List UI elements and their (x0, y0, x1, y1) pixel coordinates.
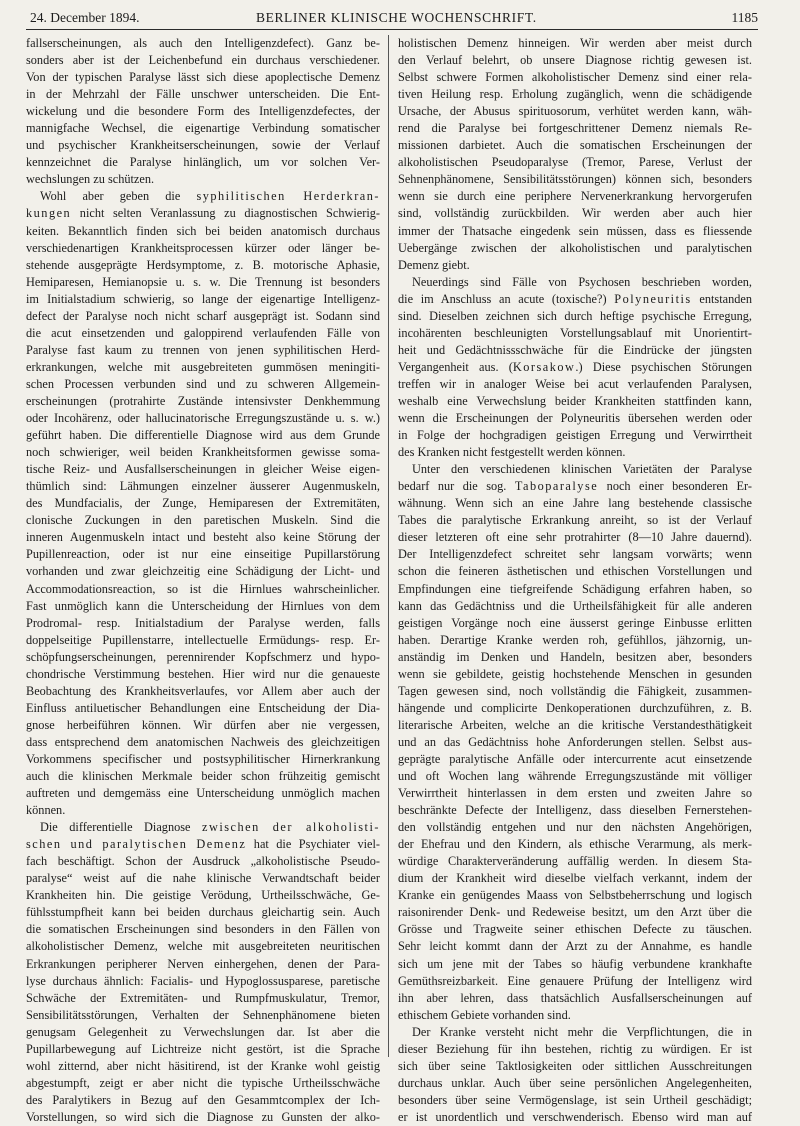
spaced-emphasis-text: Polyneuritis (614, 291, 692, 306)
text-line: alkoholistischer Demenz, welche mit ausgebreiteten neuritischen (26, 939, 380, 954)
text-line: keiten. Bekanntlich finden sich bei beiden anatomisch durchaus (26, 223, 380, 238)
text-line: stehende ausgeprägte Herdsymptome, z. B. motorische Aphasie, (26, 257, 380, 272)
text-line: Demenz giebt. (398, 257, 470, 272)
text-line: wähnung. Wenn sich an eine Jahre lang bestehende classische (398, 496, 752, 511)
text-line: paralyse“ weist auf die nahe klinische Verwandtschaft beider (26, 871, 380, 886)
text-line: Der Kranke versteht nicht mehr die Verpflichtungen, die in (412, 1024, 752, 1039)
text-line: Uebergänge zwischen der alkoholistischen und paralytischen (398, 240, 752, 255)
text-line: auftreten und demgemäss eine Unterscheidung unmöglich machen (26, 786, 380, 801)
text-line: ethischem Gebiete vorhanden sind. (398, 1007, 571, 1022)
text-line: Erkrankungen peripherer Nerven einhergehen, denen der Para- (26, 956, 380, 971)
text-line (398, 359, 752, 376)
text-line: mannigfache Wechsel, die eigenartige Verbindung somatischer (26, 121, 380, 136)
text-line: im Initialstadium schwierig, so lange der eigenartige Intelligenz- (26, 291, 380, 306)
text-line: treffen wir in analoger Weise bei acut verlaufenden Paralysen, (398, 376, 752, 391)
text-line: Verwirrtheit hinterlassen in dem ersten und zweiten Jahre so (398, 786, 752, 801)
text-run: noch einer besonderen Er- (598, 479, 752, 494)
column-divider (388, 35, 389, 1057)
text-line: der Ehefrau und den Kindern, als ethische Verarmung, als merk- (398, 837, 752, 852)
text-line: Grösse und Tragweite seiner ethischen Defecte zu täuschen. (398, 922, 752, 937)
text-line: dass entsprechend dem anatomischen Nachweis des gleichzeitigen (26, 734, 380, 749)
text-line: rend die Paralyse bei fortgeschrittener Demenz niemals Re- (398, 121, 752, 136)
text-line: schöpfungserscheinungen, perennirender Kopfschmerz und hypo- (26, 649, 380, 664)
text-line: Gemüthsreizbarkeit. Eine genauere Prüfung der Intelligenz wird (398, 973, 752, 988)
spaced-emphasis-text: schen und paralytischen Demenz (26, 837, 247, 852)
text-line: chondrische Verstimmung bestehen. Hier wird nur die genaueste (26, 666, 380, 681)
text-line (26, 819, 380, 836)
text-line: sich über seine Taktlosigkeiten oder sittlichen Ausschreitungen (398, 1058, 752, 1073)
text-line: würdige Charakterveränderung auffällig werden. In diesem Sta- (398, 854, 752, 869)
journal-title: BERLINER KLINISCHE WOCHENSCHRIFT. (256, 10, 537, 25)
text-line: können. (26, 803, 66, 818)
text-line (398, 478, 752, 495)
text-line: Hemiparesen, Hemianopsie u. s. w. Die Trennung ist besonders (26, 274, 380, 289)
text-line: Selbst schwere Formen alkoholistischer Demenz sind einer rela- (398, 70, 752, 85)
text-line: hängende und complicirte Denkoperationen durchzuführen, z. B. (398, 700, 752, 715)
text-line: Ursache, der Abusus spirituosorum, verhütet werden kann, wäh- (398, 104, 752, 119)
text-line: sind, vollständig zurückbilden. Wir werden aber auch hier (398, 206, 752, 221)
text-line: Prodromal- resp. Initialstadium der Paralyse werden, falls (26, 615, 380, 630)
text-line: erkrankungen, welche mit ausgebreiteten gummösen meningiti- (26, 359, 380, 374)
text-line: sich um jene mit der Tabes so häufig verbundene krankhafte (398, 956, 752, 971)
text-line: Schwäche der Extremitäten- und Rumpfmuskulatur, Tremor, (26, 990, 380, 1005)
text-line: Von der typischen Paralyse lässt sich diese apoplectische Demenz (26, 70, 380, 85)
spaced-emphasis-text: kungen (26, 206, 72, 221)
text-line: sonders aber ist der Leichenbefund ein durchaus verschiedener. (26, 53, 380, 68)
text-line: incohärenten beschleunigten Vorstellungsablauf mit Unorientirt- (398, 325, 752, 340)
issue-date: 24. December 1894. (30, 10, 140, 25)
text-line: anständig im Denken und Handeln, besitzen aber, besonders (398, 649, 752, 664)
text-line: des Paralytikers in Bezug auf den Gesammtcomplex der Ich- (26, 1092, 380, 1107)
text-line: Unter den verschiedenen klinischen Varietäten der Paralyse (412, 462, 752, 477)
text-line: durchaus unklar. Auch über seine persönlichen Angelegenheiten, (398, 1075, 752, 1090)
spaced-emphasis-text: Korsakow (512, 359, 576, 374)
text-line: Pupillenreaction, oder ist nur eine einseitige Pupillarstörung (26, 547, 380, 562)
text-line: wenn sie durch eine periphere Nervenerkrankung hervorgerufen (398, 189, 752, 204)
text-line: alkoholistischen Pseudoparalyse (Tremor, Parese, Verlust der (398, 155, 752, 170)
text-line: thümlich sind: Lähmungen einzelner äusserer Augenmuskeln, (26, 479, 380, 494)
text-run: Vergangenheit aus. ( (398, 359, 513, 374)
text-line: wohl zitternd, aber nicht häsitirend, ist der Kranke wohl geistig (26, 1058, 380, 1073)
page-number: 1185 (731, 10, 758, 25)
text-line: Vorkommens specifischer und postsyphilitischer Hirnerkrankung (26, 751, 380, 766)
text-line: die acut einsetzenden und galoppirend verlaufenden Fälle von (26, 325, 380, 340)
text-line: den Verlauf belehrt, ob unsere Diagnose richtig gewesen ist. (398, 53, 752, 68)
text-line: doppelseitige Pupillenstarre, intellectuelle Ermüdungs- resp. Er- (26, 632, 380, 647)
text-line: tische Reiz- und Ausfallserscheinungen in gleicher Weise eigen- (26, 462, 380, 477)
text-line: Empfindungen eine tiefgreifende Schädigung erfahren haben, so (398, 581, 752, 596)
text-line: immer der Thatsache eingedenk sein müssen, dass es fliessende (398, 223, 752, 238)
text-line: in der Mehrzahl der Fälle unschwer unterscheiden. Die Ent- (26, 87, 380, 102)
text-line (26, 188, 380, 205)
text-line: raisonirender Denk- und Redeweise besitzt, um den Arzt über die (398, 905, 752, 920)
text-line: kann das Gedächtniss und die Urtheilsfähigkeit für alle anderen (398, 598, 752, 613)
text-line: wenn die Erscheinungen der Polyneuritis übersehen werden oder (398, 411, 752, 426)
text-line: wickelung und die besondere Form des Intelligenzdefectes, der (26, 104, 380, 119)
text-line: des Mundfacialis, der Zunge, Hemiparesen der Extremitäten, (26, 496, 380, 511)
text-line: geprägte paralytische Anfälle oder intercurrente acut einsetzende (398, 751, 752, 766)
text-line: clonische Zuckungen in den paretischen Muskeln. Sind die (26, 513, 380, 528)
text-line: Pupillarbewegung auf Lichtreize nicht gestört, ist die Sprache (26, 1041, 380, 1056)
text-line: Paralyse fast kaum zu trennen von jenen syphilitischen Herd- (26, 342, 380, 357)
text-line: fach beschäftigt. Schon der Ausdruck „alkoholistische Pseudo- (26, 854, 380, 869)
text-line: weshalb eine Verwechslung beider Krankheiten stattfinden kann, (398, 393, 752, 408)
spaced-emphasis-text: zwischen der alkoholisti- (202, 820, 380, 835)
text-line: gnose herbeiführen können. Wir dürfen aber nie vergessen, (26, 717, 380, 732)
text-line: fallserscheinungen, als auch den Intelligenzdefect). Ganz be- (26, 36, 380, 50)
text-line: inneren Augenmuskeln intact und besteht also keine Störung der (26, 530, 380, 545)
text-line: fühlsstumpfheit kann bei beiden durchaus gleichartig sein. Auch (26, 905, 380, 920)
text-line: besonders über seine Vermögenslage, ist sein Urtheil geschädigt; (398, 1092, 752, 1107)
text-line: Beobachtung des Krankheitsverlaufes, vor Allem aber auch der (26, 683, 380, 698)
right-column (398, 35, 752, 1126)
text-line: dieser Beziehung für ihn bestehen, richtig zu würdigen. Er ist (398, 1041, 752, 1056)
text-line: und an das Gedächtniss hohe Anforderungen stellen. Selbst aus- (398, 734, 752, 749)
text-line: haben. Derartige Kranke werden roh, gefühllos, jähzornig, un- (398, 632, 752, 647)
text-line: und oft Wochen lang währende Erregungszustände mit völliger (398, 769, 752, 784)
text-line: vorhanden und zwar gleichzeitig eine Schädigung der Licht- und (26, 564, 380, 579)
text-line: des Kranken nicht festgestellt werden können. (398, 445, 626, 460)
text-line: abgestumpft, zeigt er aber nicht die typische Urtheilsschwäche (26, 1075, 380, 1090)
text-line (26, 205, 380, 222)
text-line: den vollständig entgehen und nur den nächsten Angehörigen, (398, 820, 752, 835)
text-line: beschränkte Defecte der Intelligenz, dass dieselben Fernerstehen- (398, 803, 752, 818)
text-line: wenn sie gebildete, geistig hochstehende Menschen in gesunden (398, 666, 752, 681)
text-line: literarische Arbeiten, welche an die kritische Verstandesthätigkeit (398, 717, 752, 732)
text-line: Accommodationsreaction, so ist die Hirnlues wahrscheinlicher. (26, 581, 380, 596)
text-line: Tabes die paralytische Erkrankung anreiht, so ist der Verlauf (398, 513, 752, 528)
text-line: noch schwieriger, weil beiden Krankheitsformen gewisse soma- (26, 445, 380, 460)
text-run: bedarf nur die sog. (398, 479, 515, 494)
text-line: Sehr leicht kommt dann der Arzt zu der Annahme, es handle (398, 939, 752, 954)
text-line: ihn aber lehren, dass thatsächlich Ausfallserscheinungen auf (398, 990, 752, 1005)
text-line: dieser letzteren oft eine sehr protrahirter (8—10 Jahre dauernd). (398, 530, 752, 545)
text-line: holistischen Demenz hinneigen. Wir werden aber meist durch (398, 36, 752, 50)
text-line: missionen darbietet. Auch die somatischen Erscheinungen der (398, 138, 752, 153)
text-run: die im Anschluss an acute (toxische?) (398, 291, 615, 306)
text-line: erscheinungen (protrahirte Zustände intensivster Denkhemmung (26, 393, 380, 408)
text-run: .) Diese psychischen Störungen (575, 359, 753, 374)
text-run: nicht selten Veranlassung zu diagnostischen Schwierig- (71, 206, 380, 221)
text-line: schon die feineren ästhetischen und ethischen Vorstellungen und (398, 564, 752, 579)
spaced-emphasis-text: syphilitischen Herderkran- (196, 189, 380, 204)
text-line: heit und Gedächtnissschwäche für die Eindrücke der jüngsten (398, 342, 752, 357)
text-run: Die differentielle Diagnose (40, 820, 202, 835)
text-line: in Folge der hochgradigen geistigen Erregung und Verwirrtheit (398, 428, 752, 443)
text-line: geführt haben. Die differentielle Diagnose wird aus dem Grunde (26, 428, 380, 443)
text-line: genugsam Gelegenheit zu Verwechslungen dar. Ist aber die (26, 1024, 380, 1039)
left-column (26, 35, 380, 1126)
page-header (26, 7, 758, 30)
text-line: lyse durchaus ähnlich: Facialis- und Hypoglossusparese, paretische (26, 973, 380, 988)
text-line: kennzeichnet die Paralyse hinlänglich, um vor solchen Ver- (26, 155, 380, 170)
spaced-emphasis-text: Taboparalyse (514, 479, 599, 494)
text-line: Tagen gewesen sind, noch vollständig die Fähigkeit, zusammen- (398, 683, 752, 698)
text-line: geistigen Vorgänge noch eine äusserst geringe Einbusse erlitten (398, 615, 752, 630)
text-line: Einfluss antiluetischer Behandlungen eine Entscheidung der Dia- (26, 700, 380, 715)
text-line: Der Intelligenzdefect schreitet sehr langsam vorwärts; wenn (398, 547, 752, 562)
text-line: schen Processen verbunden sind und zu schweren Allgemein- (26, 376, 380, 391)
text-line: Sehnenphänomene, Sensibilitätsstörungen) können sich, besonders (398, 172, 752, 187)
text-line: Neuerdings sind Fälle von Psychosen beschrieben worden, (412, 274, 752, 289)
text-line: tiven Heilung resp. Erholung zugänglich, wenn die schädigende (398, 87, 752, 102)
text-line: sind. Dieselben zeichnen sich durch heftige psychische Erregung, (398, 308, 752, 323)
text-line: defect der Paralyse noch nicht scharf ausgeprägt ist. Sodann sind (26, 308, 380, 323)
text-line: Kranke ein genügendes Maass von Selbstbeherrschung und logisch (398, 888, 752, 903)
text-line: oder Incohärenz, oder hallucinatorische Erregungszustände u. s. w.) (26, 411, 380, 426)
text-line: Krankheiten hin. Die geistige Verödung, Urtheilsschwäche, Ge- (26, 888, 380, 903)
text-line: dium der Krankheit wird dieselbe vielfach verkannt, indem der (398, 871, 752, 886)
text-line (26, 836, 380, 853)
text-line: und psychischer Krankheitserscheinungen, sowie der Verlauf (26, 138, 380, 153)
text-line: Vorstellungen, so wird sich die Diagnose zu Gunsten der alko- (26, 1109, 380, 1124)
text-line: verschiedenartigen Krankheitsprocessen kürzer oder länger be- (26, 240, 380, 255)
text-line: Fast unmöglich kann die Unterscheidung der Hirnlues von dem (26, 598, 380, 613)
text-line: er ist unordentlich und verschwenderisch. Ebenso wird man auf (398, 1109, 752, 1124)
text-run: hat die Psychiater viel- (246, 837, 380, 852)
text-line: wechslungen zu schützen. (26, 172, 155, 187)
text-line: Sensibilitätsstörungen, Verhalten der Sehnenphänomene bieten (26, 1007, 380, 1022)
text-run: Wohl aber geben die (40, 189, 197, 204)
text-run: entstanden (691, 291, 752, 306)
text-line: die somatischen Erscheinungen sind besonders in den Fällen von (26, 922, 380, 937)
text-line (398, 291, 752, 308)
text-line: auch die klinischen Merkmale beider schon frühzeitig gemischt (26, 769, 380, 784)
